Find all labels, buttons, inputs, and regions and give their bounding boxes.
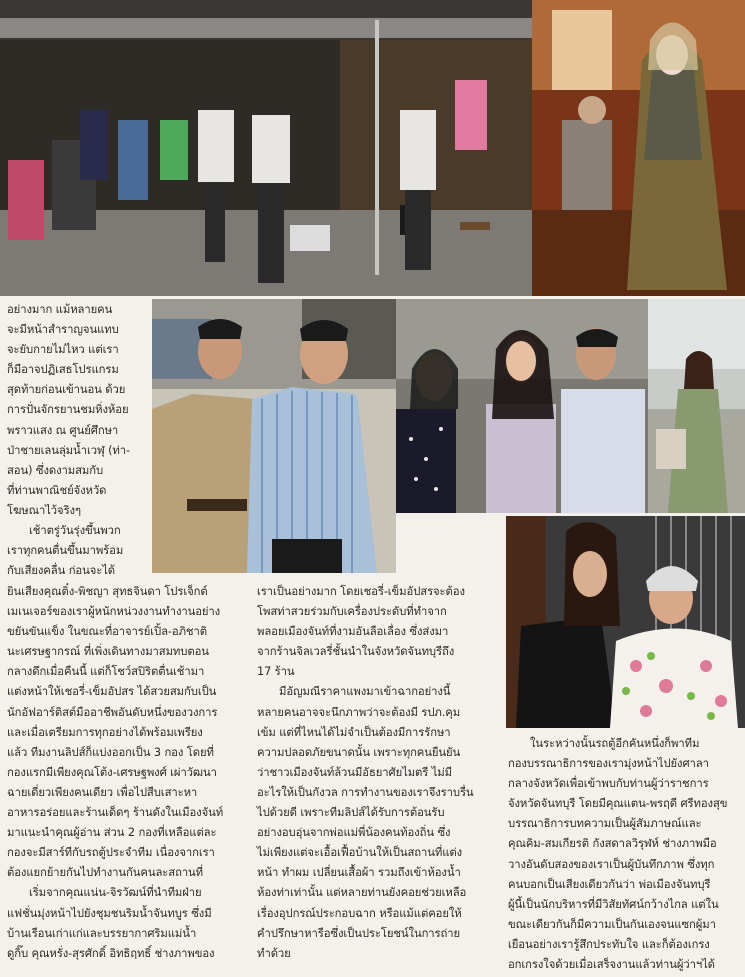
col-right-line-1: ในระหว่างนั้นรถตู้อีกคันหนึ่งก็พาทีม	[530, 737, 700, 750]
photo-model-green-dress-image	[648, 299, 745, 513]
col-middle-line-12: ไปด้วยดี เพราะทีมลิปส์ได้รับการต้อนรับ	[257, 806, 445, 820]
col-middle-line-6: มีอัญมณีราคาแพงมาเข้าฉากอย่างนี้	[279, 685, 451, 699]
col-middle-line-18: คำปรึกษาหารือซึ่งเป็นประโยชน์ในการถ่าย	[257, 926, 461, 940]
col-middle-line-9: ความปลอดภัยขนาดนั้น เพราะทุกคนยืนยัน	[257, 745, 461, 759]
col-middle-line-5: 17 ร้าน	[257, 665, 295, 679]
col-left-line-27: มาแนะนำคุณผู้อ่าน ส่วน 2 กองที่เหลือแต่ละ	[7, 826, 217, 840]
col-right-line-12: อกเกรงใจด้วยเมื่อเสร็จงานแล้วท่านผู้ว่าฯได้	[508, 958, 715, 972]
col-left-line-18: นะเศรษฐากรณ์ ที่เพิ่งเดินทางมาสมทบตอน	[7, 645, 209, 659]
col-left-line-12: เช้าตรู่วันรุ่งขึ้นพวก	[29, 524, 121, 538]
photo-film-set-image	[0, 0, 532, 296]
col-right-line-4: จังหวัดจันทบุรี โดยมีคุณแตน-พรฤดี ศรีทองสุข	[508, 797, 728, 811]
col-left-line-22: และเมื่อเตรียมการทุกอย่างได้พร้อมเพรียง	[7, 725, 203, 739]
col-right-line-3: กลางจังหวัดเพื่อเข้าพบกับท่านผู้ว่าราชการ	[508, 777, 709, 791]
col-left-line-21: นักอัฟอาร์ติสต์มืออาชีพอันดับหนึ่งของวงการ	[7, 705, 218, 719]
col-left-line-28: กองจะมีสาร์ทีกับรถตู้ประจำทีม เนื่องจากเรา	[7, 846, 215, 860]
col-left-line-25: ฉายเดี่ยวเพียงคนเดียว เพื่อไปสืบเสาะหา	[7, 785, 198, 799]
col-left-line-11: โฆษณาไว้จริงๆ	[7, 503, 81, 517]
col-right-line-2: กองบรรณาธิการของเรามุ่งหน้าไปยังศาลา	[508, 757, 709, 771]
col-middle-line-13: อย่างอบอุ่นจากพ่อแม่พี่น้องคนท้องถิ่น ซึ่ง	[257, 826, 451, 840]
photo-four-cast-image	[396, 299, 648, 513]
col-left-line-5: สุดท้ายก่อนเข้านอน ด้วย	[7, 383, 126, 397]
col-left-line-19: กลางดึกเมื่อคืนนี้ แต่ก็โชว์สปิริตตื่นเช้ามา	[7, 665, 205, 679]
column-right	[508, 734, 740, 975]
col-left-line-3: จะยับกายไม่ไหว แต่เรา	[7, 343, 119, 357]
col-left-line-4: ก็มีอาจปฏิเสธโปรแกรม	[7, 363, 119, 377]
col-middle-line-16: ห้องท่าเท่านั้น แต่หลายท่านยังคอยช่วยเหลือ	[257, 886, 467, 900]
col-middle-line-17: เรื่องอุปกรณ์ประกอบฉาก หรือแม้แต่คอยให้	[257, 906, 462, 920]
col-left-line-10: ที่ท่านพาณิชย์จังหวัด	[7, 483, 107, 497]
col-left-line-30: เริ่มจากคุณแน่น-จิรวัฒน์ที่นำทีมฝ่าย	[29, 886, 202, 900]
col-left-line-23: แล้ว ทีมงานลิปส์ก็แบ่งออกเป็น 3 กอง โดยที่	[7, 745, 214, 759]
col-right-line-8: คนบอกเป็นเสียงเดียวกันว่า พ่อเมืองจันทบุรี	[508, 877, 711, 891]
col-left-line-32: บ้านเรือนเก่าแก่และบรรยากาศริมแม่น้ำ	[7, 926, 197, 940]
col-left-line-20: แต่งหน้าให้เชอรี่-เข็มอัปสร ได้สวยสมกับเป็น	[7, 685, 217, 699]
col-middle-line-10: ว่าชาวเมืองจันท์ล้วนมีอัธยาศัยไมตรี ไม่มี	[257, 765, 453, 779]
col-right-line-6: คุณคิม-สมเกียรติ กังสดาลวิรุฬห์ ช่างภาพมือ	[508, 837, 717, 851]
col-middle-line-14: ไม่เพียงแต่จะเอื้อเฟื้อบ้านให้เป็นสถานที่แต่ง	[257, 846, 463, 860]
col-middle-line-2: โพสท่าสวยร่วมกับเครื่องประดับที่ทำจาก	[257, 605, 447, 619]
photo-two-women	[506, 516, 745, 728]
col-middle-line-3: พลอยเมืองจันท์ที่งามอันลือเลื่อง ซึ่งส่งมา	[257, 625, 449, 639]
col-right-line-11: เยือนอย่างเรารู้สึกประทับใจ และก็ต้องเกรง	[508, 937, 710, 951]
col-left-line-1: อย่างมาก แม้หลายคน	[7, 303, 113, 316]
column-left	[7, 300, 147, 581]
col-left-line-8: ป่าชายเลนลุ่มน้ำเวฬุ (ท่า-	[7, 443, 130, 457]
col-middle-line-8: เข้ม แต่ที่ไหนได้ไม่จำเป็นต้องมีการรักษา	[257, 725, 451, 739]
col-middle-line-15: หน้า ทำผม เปลี่ยนเสื้อผ้า รวมถึงเข้าห้องน้ำ	[257, 866, 461, 880]
col-left-line-29: ต้องแยกย้ายกันไปทำงานกันคนละสถานที่	[7, 866, 204, 880]
col-left-line-31: แฟชั่นมุ่งหน้าไปยังชุมชนริมน้ำจันทบูร ซึ่งมี	[7, 906, 212, 920]
photo-church-statue-image	[532, 0, 745, 296]
photo-film-set	[0, 0, 532, 296]
photo-model-green-dress	[648, 299, 745, 513]
col-left-line-13: เราทุกคนตื่นขึ้นมาพร้อม	[7, 544, 124, 558]
col-left-line-2: จะมีหน้าสำราญจนแทบ	[7, 323, 119, 337]
photo-church-statue	[532, 0, 745, 296]
column-left-wide	[7, 582, 243, 964]
col-left-line-17: ขยันขันแข็ง ในขณะที่อาจารย์เปิ้ล-อภิชาติ	[7, 625, 207, 639]
col-right-line-7: วางอันดับสองของเราเป็นผู้บันทึกภาพ ซึ่งทุก	[508, 857, 715, 871]
column-middle	[257, 582, 493, 964]
col-middle-line-1: เราเป็นอย่างมาก โดยเชอรี่-เข็มอัปสรจะต้อง	[257, 585, 465, 598]
col-left-line-24: กองแรกมีเพียงคุณโต้ง-เศรษฐพงศ์ เผ่าวัฒนา	[7, 765, 217, 779]
col-left-line-14: กับเสียงคลื่น ก่อนจะได้	[7, 564, 116, 578]
col-middle-line-11: อะไรให้เป็นกังวล การทำงานของเราจึงราบรื่น	[257, 785, 474, 799]
photo-two-women-image	[506, 516, 745, 728]
col-left-line-7: พราวแสง ณ ศูนย์ศึกษา	[7, 423, 119, 437]
col-left-line-9: สอน) ซึ่งดงามสมกับ	[7, 463, 104, 477]
col-left-line-16: เมเนเจอร์ของเราผู้หนักหน่วงงานทำงานอย่าง	[7, 605, 221, 619]
col-left-line-15: ยินเสียงคุณติ๋ง-พิชญา สุทธจินดา โปรเจ็กต์	[7, 585, 208, 598]
col-right-line-9: ผู้นี้เป็นนักบริหารที่มีวิสัยทัศน์กว้างไกล แต่ใน	[508, 897, 719, 911]
col-right-line-5: บรรณาธิการบทความเป็นผู้สัมภาษณ์และ	[508, 817, 702, 831]
col-right-line-10: ขณะเดียวกันก็มีความเป็นกันเองจนแซกผู้มา	[508, 917, 716, 931]
col-middle-line-4: จากร้านจิลเวลรี่ชั้นนำในจังหวัดจันทบุรีถึง	[257, 645, 455, 659]
photo-four-cast	[396, 299, 648, 513]
col-left-line-26: อาหารอร่อยและร้านเด็ดๆ ร้านดังในเมืองจันท์	[7, 806, 224, 820]
photo-two-officials-image	[152, 299, 396, 573]
col-middle-line-19: ทำด้วย	[257, 946, 291, 960]
col-middle-line-7: หลายคนอาจจะนึกภาพว่าจะต้องมี รปภ.คุม	[257, 705, 461, 719]
photo-two-officials	[152, 299, 396, 573]
col-left-line-6: การปั่นจักรยานชมหิ่งห้อย	[7, 403, 129, 417]
col-left-line-33: ดูกิ๊บ คุณหรั่ง-สุรศักดิ์ อิทธิฤทธิ์ ช่างภาพของ	[7, 946, 215, 960]
